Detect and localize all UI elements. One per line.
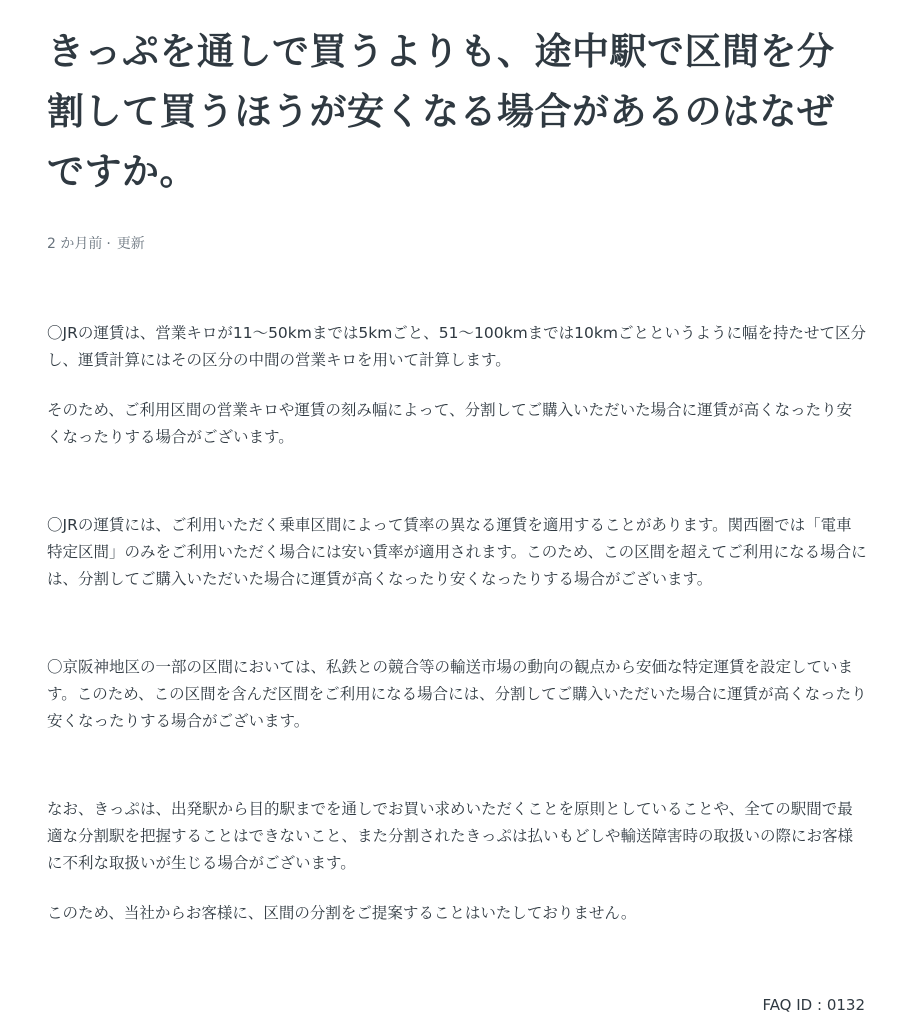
paragraph-fare-zones-result: そのため、ご利用区間の営業キロや運賃の刻み幅によって、分割してご購入いただいた場合に運賃が高くなったり安くなったりする場合がございます。 [47,401,853,446]
article-body [47,320,867,927]
article-meta [47,234,867,254]
paragraph-special-fares: 〇京阪神地区の一部の区間においては、私鉄との競合等の輸送市場の動向の観点から安価な特定運賃を設定しています。このため、この区間を含んだ区間をご利用になる場合には、分割してご購入いただいた場合に運賃が高くなったり安くなったりする場合がございます。 [47,658,867,730]
faq-id: FAQ ID : 0132 [762,996,865,1014]
article [47,0,867,927]
paragraph-rate-differences: 〇JRの運賃には、ご利用いただく乗車区間によって賃率の異なる運賃を適用することがあります。関西圏では「電車特定区間」のみをご利用いただく場合には安い賃率が適用されます。このため、この区間を超えてご利用になる場合には、分割してご購入いただいた場合に運賃が高くなったり安くなったりする場合がございます。 [47,516,867,588]
paragraph-no-split-proposal: このため、当社からお客様に、区間の分割をご提案することはいたしておりません。 [47,904,637,922]
meta-separator: · [106,236,111,252]
time-ago: 2 か月前 [47,236,103,252]
paragraph-ticket-principle: なお、きっぷは、出発駅から目的駅までを通しでお買い求めいただくことを原則としていることや、全ての駅間で最適な分割駅を把握することはできないこと、また分割されたきっぷは払いもどしや輸送障害時の取扱いの際にお客様に不利な取扱いが生じる場合がございます。 [47,800,854,872]
updated-label: 更新 [116,236,145,252]
paragraph-fare-zones: 〇JRの運賃は、営業キロが11〜50kmまでは5kmごと、51〜100kmまでは10kmごとというように幅を持たせて区分し、運賃計算にはその区分の中間の営業キロを用いて計算します。 [47,324,866,369]
article-title: きっぷを通しで買うよりも、途中駅で区間を分割して買うほうが安くなる場合があるのはなぜですか。 [47,30,835,193]
